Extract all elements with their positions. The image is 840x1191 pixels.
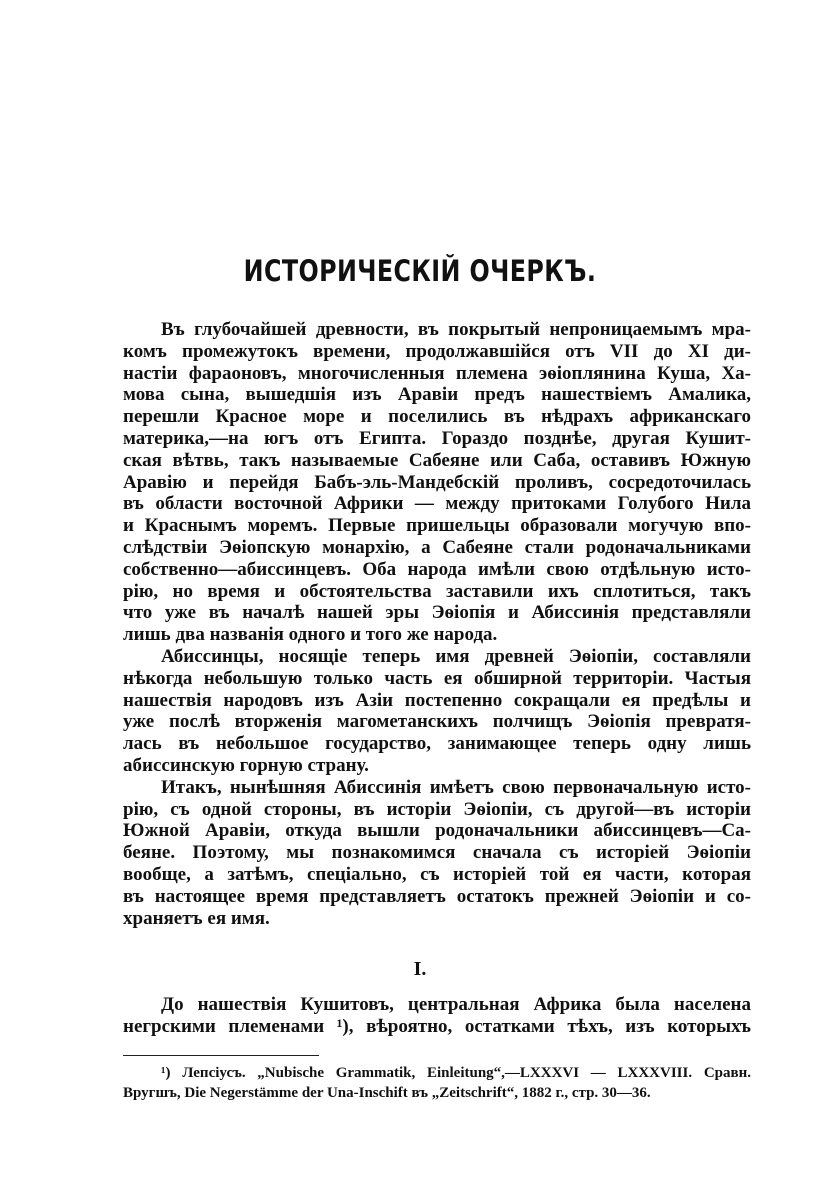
paragraph-3 — [123, 777, 751, 930]
text-line: слѣдствіи Эѳіопскую монархію, а Сабеяне стали родоначальниками — [123, 536, 751, 558]
text-line: ская вѣтвь, такъ называемые Сабеяне или Саба, оставивъ Южную — [123, 449, 751, 471]
section-number: I. — [413, 958, 427, 980]
text-line: беяне. Поэтому, мы познакомимся сначала съ исторіей Эѳіопіи — [123, 842, 751, 864]
text-line: въ области восточной Африки — между притоками Голубого Нила — [123, 493, 751, 515]
text-line: въ настоящее время представляетъ остатокъ прежней Эѳіопіи и со- — [123, 885, 751, 907]
text-line: нѣкогда небольшую только часть ея обширной территоріи. Частыя — [123, 667, 751, 689]
text-line: негрскими племенами ¹), вѣроятно, остатками тѣхъ, изъ которыхъ — [123, 1015, 751, 1037]
text-line: вообще, а затѣмъ, спеціально, съ исторіей той ея части, которая — [123, 863, 751, 885]
text-line: лась въ небольшое государство, занимающее теперь одну лишь — [123, 733, 751, 755]
text-line: настіи фараоновъ, многочисленныя племена эѳіоплянина Куша, Ха- — [123, 362, 751, 384]
section-text — [123, 994, 751, 1038]
text-line: мова сына, вышедшія изъ Аравіи предъ нашествіемъ Амалика, — [123, 384, 751, 406]
text-line: лишь два названія одного и того же народа. — [123, 624, 498, 646]
text-line: Абиссинцы, носящіе теперь имя древней Эѳіопіи, составляли — [161, 645, 751, 667]
text-line: комъ промежутокъ времени, продолжавшійся отъ VII до XI ди- — [123, 340, 751, 362]
text-line: Итакъ, нынѣшняя Абиссинія имѣетъ свою первоначальную исто- — [161, 776, 751, 798]
text-line: До нашествія Кушитовъ, центральная Африка была населена — [161, 994, 751, 1015]
text-line: перешли Красное море и поселились въ нѣдрахъ африканскаго — [123, 406, 751, 428]
text-line: собственно—абиссинцевъ. Оба народа имѣли свою отдѣльную исто- — [123, 558, 751, 580]
text-line: и Краснымъ моремъ. Первые пришельцы образовали могучую впо- — [123, 515, 751, 537]
main-text — [123, 319, 751, 929]
text-line: абиссинскую горную страну. — [123, 754, 369, 776]
footnote-divider — [123, 1055, 319, 1056]
footnote-line: ¹) Лепсіусъ. „Nubische Grammatik, Einleitung“,—LXXXVI — LXXXVIII. Сравн. — [161, 1065, 751, 1081]
paragraph-1 — [123, 319, 751, 646]
text-line: Южной Аравіи, откуда вышли родоначальники абиссинцевъ—Са- — [123, 820, 751, 842]
text-line: что уже въ началѣ нашей эры Эѳіопія и Абиссинія представляли — [123, 602, 751, 624]
text-line: рію, съ одной стороны, въ исторіи Эѳіопіи, съ другой—въ исторіи — [123, 798, 751, 820]
text-line: нашествія народовъ изъ Азіи постепенно сокращали ея предѣлы и — [123, 689, 751, 711]
text-line: материка,—на югъ отъ Египта. Гораздо позднѣе, другая Кушит- — [123, 427, 751, 449]
text-line: храняетъ ея имя. — [123, 907, 270, 929]
footnote — [123, 1063, 751, 1103]
text-line: Аравію и перейдя Бабъ-эль-Мандебскій проливъ, сосредоточилась — [123, 471, 751, 493]
footnote-line: Вругшъ, Die Negerstämme der Una-Inschift въ „Zeitschrift“, 1882 г., стр. 30—36. — [123, 1085, 651, 1101]
paragraph-2 — [123, 646, 751, 777]
text-line: Въ глубочайшей древности, въ покрытый непроницаемымъ мра- — [161, 319, 751, 340]
page-title: ИСТОРИЧЕСКІЙ ОЧЕРКЪ. — [243, 254, 597, 288]
text-line: рію, но время и обстоятельства заставили ихъ сплотиться, такъ — [123, 580, 751, 602]
text-line: уже послѣ вторженія магометанскихъ полчищъ Эѳіопія превратя- — [123, 711, 751, 733]
